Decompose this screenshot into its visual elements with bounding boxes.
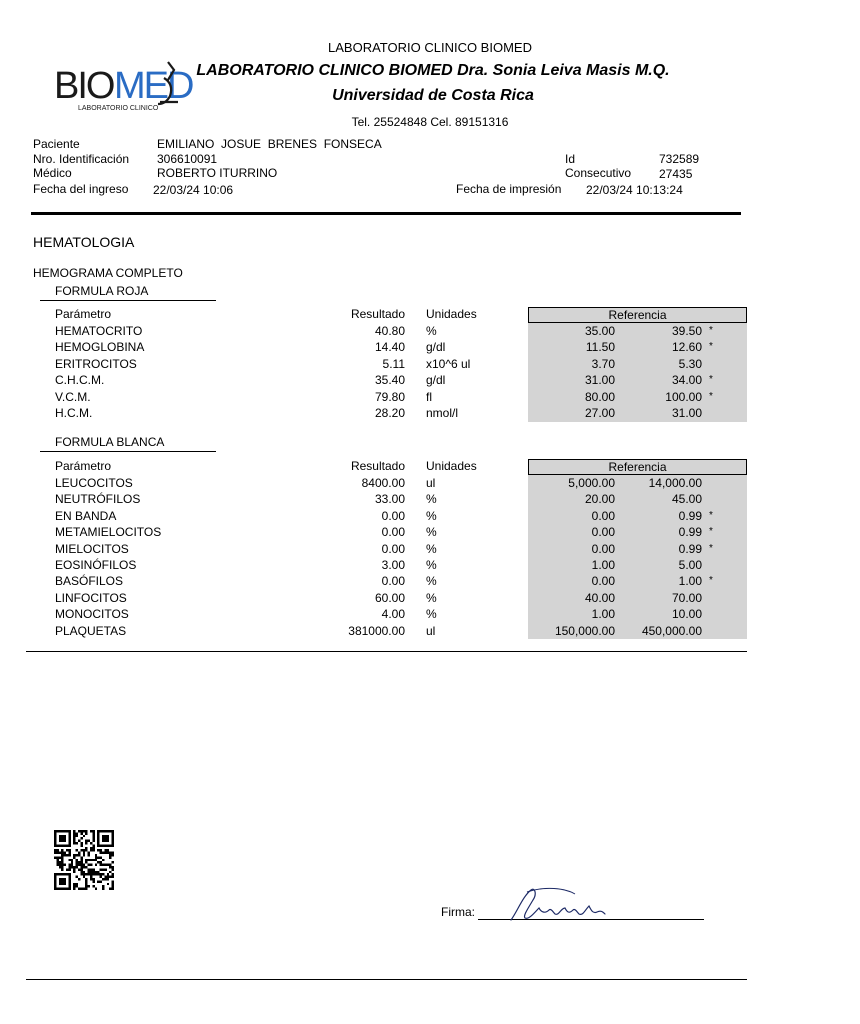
reference-low: 0.00 [591,508,615,523]
svg-text:LABORATORIO CLINICO: LABORATORIO CLINICO [78,105,159,112]
out-of-range-flag: * [709,509,713,521]
consecutive-number: 27435 [659,167,693,181]
out-of-range-flag: * [709,374,713,386]
parameter-name: PLAQUETAS [55,623,127,638]
qr-code [54,830,114,890]
out-of-range-flag: * [709,526,713,538]
reference-low: 0.00 [591,525,615,540]
unit: % [426,541,437,556]
reference-high: 1.00 [678,574,702,589]
reference-low: 150,000.00 [554,623,615,638]
col-resultado: Resultado [350,307,405,321]
signature-graphic [505,882,615,924]
footer-divider [26,979,747,980]
reference-low: 80.00 [584,389,615,404]
record-id: 732589 [659,152,700,166]
formula-roja-underline [40,300,216,301]
parameter-name: NEUTRÓFILOS [55,492,141,507]
table-row [0,573,768,589]
reference-high: 45.00 [671,492,702,507]
result-value: 5.11 [382,356,405,371]
label-medico: Médico [33,166,72,180]
doctor-name: ROBERTO ITURRINO [157,166,278,180]
label-impresion: Fecha de impresión [456,182,562,196]
reference-low: 1.00 [591,558,615,572]
result-value: 0.00 [381,525,405,540]
reference-low: 1.00 [591,607,615,622]
unit: % [426,525,437,540]
parameter-name: EOSINÓFILOS [55,558,137,572]
table-row [0,323,768,339]
table-row [0,405,768,421]
reference-low: 11.50 [585,340,615,355]
table-row [0,606,768,622]
print-date: 22/03/24 10:13:24 [586,183,683,197]
unit: % [426,492,437,507]
parameter-name: HEMATOCRITO [55,324,143,338]
patient-name: EMILIANO JOSUE BRENES FONSECA [157,137,382,151]
parameter-name: EN BANDA [55,508,117,523]
reference-low: 3.70 [591,356,615,371]
unit: g/dl [426,340,446,355]
result-value: 40.80 [374,324,405,338]
admission-date: 22/03/24 10:06 [153,183,234,197]
result-value: 28.20 [374,406,405,420]
reference-header-box [528,307,747,323]
result-value: 4.00 [381,607,405,622]
parameter-name: MIELOCITOS [55,541,129,556]
reference-high: 5.00 [678,558,702,572]
table-row [0,491,768,507]
unit: ul [426,476,436,490]
parameter-name: ERITROCITOS [55,356,137,371]
parameter-name: H.C.M. [55,406,93,420]
unit: % [426,324,437,338]
parameter-name: V.C.M. [55,389,91,404]
reference-high: 14,000.00 [648,476,702,490]
reference-high: 12.60 [671,340,702,355]
result-value: 381000.00 [348,623,405,638]
reference-high: 0.99 [678,508,702,523]
unit: g/dl [426,373,446,388]
result-value: 79.80 [374,389,405,404]
svg-text:BIO: BIO [54,65,114,107]
table-row [0,356,768,372]
col-unidades: Unidades [426,307,477,321]
reference-low: 31.00 [584,373,615,388]
label-ingreso: Fecha del ingreso [33,182,129,196]
label-consecutivo: Consecutivo [565,166,632,180]
results-end-divider [26,651,747,652]
signature [505,882,615,924]
reference-low: 20.00 [584,492,615,507]
out-of-range-flag: * [709,575,713,587]
reference-high: 100.00 [665,389,702,404]
out-of-range-flag: * [709,542,713,554]
unit: x10^6 ul [426,356,471,371]
reference-high: 70.00 [671,590,702,605]
table-row [0,389,768,405]
unit: % [426,508,437,523]
table-row [0,372,768,388]
unit: % [426,607,437,622]
unit: % [426,590,437,605]
reference-high: 0.99 [678,525,702,540]
reference-high: 10.00 [671,607,702,622]
section-title: HEMATOLOGIA [33,234,135,250]
result-value: 60.00 [374,590,405,605]
reference-low: 35.00 [584,324,615,338]
reference-high: 5.30 [678,356,702,371]
reference-low: 40.00 [584,590,615,605]
col-parametro-blanca: Parámetro [55,459,112,473]
unit: ul [426,623,436,638]
col-referencia: Referencia [608,308,667,322]
out-of-range-flag: * [709,325,713,336]
table-row [0,339,768,355]
parameter-name: BASÓFILOS [55,574,124,589]
parameter-name: METAMIELOCITOS [55,525,162,540]
reference-low: 27.00 [584,406,615,420]
qr-code-graphic [54,830,114,890]
reference-header-box-blanca [528,459,747,475]
lab-name-heading: LABORATORIO CLINICO BIOMED [328,40,532,55]
label-identificacion: Nro. Identificación [33,152,130,166]
parameter-name: HEMOGLOBINA [55,340,145,355]
table-row [0,508,768,524]
reference-low: 0.00 [591,541,615,556]
result-value: 0.00 [381,508,405,523]
result-value: 0.00 [381,574,405,589]
col-parametro: Parámetro [55,307,112,321]
patient-id-number: 306610091 [157,152,218,166]
unit: % [426,558,437,572]
unit: fl [426,389,432,404]
lab-full-title: LABORATORIO CLINICO BIOMED Dra. Sonia Leiva Masis M.Q. [196,62,670,79]
reference-high: 0.99 [678,541,702,556]
result-value: 14.40 [374,340,405,355]
table-row [0,541,768,557]
out-of-range-flag: * [709,341,713,353]
formula-blanca-underline [40,451,216,452]
parameter-name: C.H.C.M. [55,373,105,388]
header-divider [31,212,741,215]
col-unidades-blanca: Unidades [426,459,477,473]
formula-roja-title: FORMULA ROJA [55,284,149,298]
reference-low: 5,000.00 [568,476,615,490]
reference-high: 34.00 [671,373,702,388]
result-value: 35.40 [374,373,405,388]
unit: % [426,574,437,589]
phones: Tel. 25524848 Cel. 89151316 [351,115,509,129]
result-value: 8400.00 [361,476,405,490]
label-id: Id [565,152,576,166]
reference-high: 31.00 [671,406,702,420]
result-value: 33.00 [374,492,405,507]
svg-text:MED: MED [114,65,193,107]
col-referencia-blanca: Referencia [608,460,667,474]
reference-high: 39.50 [671,324,702,338]
table-row [0,590,768,606]
reference-low: 0.00 [591,574,615,589]
formula-blanca-title: FORMULA BLANCA [55,435,165,449]
table-row [0,557,768,573]
out-of-range-flag: * [709,390,713,402]
firma-label: Firma: [441,905,475,919]
parameter-name: MONOCITOS [55,607,129,622]
col-resultado-blanca: Resultado [350,459,405,473]
label-paciente: Paciente [33,137,80,151]
university-title: Universidad de Costa Rica [332,87,534,104]
unit: nmol/l [426,406,459,420]
parameter-name: LEUCOCITOS [55,476,133,490]
parameter-name: LINFOCITOS [55,590,127,605]
result-value: 3.00 [381,558,405,572]
reference-high: 450,000.00 [641,623,702,638]
table-row [0,623,768,639]
exam-title: HEMOGRAMA COMPLETO [33,266,183,280]
table-row [0,524,768,540]
table-row [0,475,768,491]
result-value: 0.00 [381,541,405,556]
